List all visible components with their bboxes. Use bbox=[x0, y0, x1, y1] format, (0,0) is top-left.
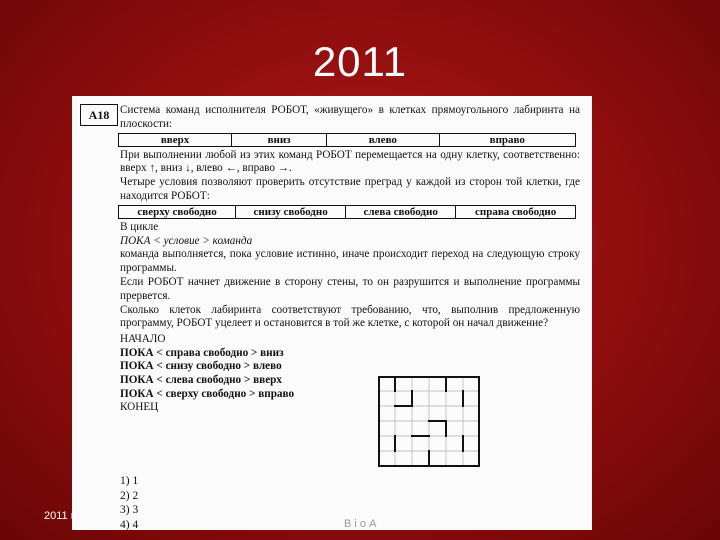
command-cell: влево bbox=[327, 133, 440, 146]
condition-cell: сверху свободно bbox=[119, 205, 236, 218]
loop-syntax: ПОКА < условие > команда bbox=[120, 234, 253, 247]
loop-description: команда выполняется, пока условие истинно, иначе происходит переход на следующую строку программы. bbox=[120, 248, 580, 275]
task-number: A18 bbox=[80, 104, 118, 126]
command-cell: вверх bbox=[119, 133, 232, 146]
task-intro: Система команд исполнителя РОБОТ, «живущего» в клетках прямоугольного лабиринта на плоскости: bbox=[120, 104, 580, 130]
program-line: ПОКА < справа свободно > вниз bbox=[120, 346, 284, 359]
command-cell: вправо bbox=[439, 133, 575, 146]
task-body bbox=[120, 104, 580, 415]
task-scan bbox=[72, 96, 592, 530]
loop-heading: В цикле bbox=[120, 220, 159, 233]
program-line: НАЧАЛО bbox=[120, 333, 166, 346]
faint-footer-text: В і о А bbox=[344, 518, 377, 530]
program-line: ПОКА < слева свободно > вверх bbox=[120, 373, 282, 386]
commands-table bbox=[118, 133, 576, 147]
maze-grid bbox=[378, 376, 480, 468]
program-line: ПОКА < снизу свободно > влево bbox=[120, 360, 282, 373]
answer-option: 1) 1 bbox=[120, 475, 139, 487]
task-document bbox=[80, 104, 580, 530]
conditions-description: Четыре условия позволяют проверить отсутствие преград у каждой из сторон той клетки, где находится РОБОТ: bbox=[120, 176, 580, 202]
question-text: Сколько клеток лабиринта соответствуют требованию, что, выполнив предложенную программу, РОБОТ уцелеет и остановится в той же клетке, с которой он начал движение? bbox=[120, 303, 580, 330]
program-line: ПОКА < сверху свободно > вправо bbox=[120, 387, 295, 400]
program-listing bbox=[120, 333, 580, 415]
slide-title: 2011 bbox=[312, 38, 408, 85]
condition-cell: справа свободно bbox=[456, 205, 576, 218]
answer-option: 3) 3 bbox=[120, 504, 139, 516]
command-cell: вниз bbox=[232, 133, 327, 146]
answer-option: 2) 2 bbox=[120, 489, 139, 502]
answer-options bbox=[120, 474, 138, 530]
footer-date: 2011 г. bbox=[44, 510, 77, 522]
condition-cell: снизу свободно bbox=[236, 205, 346, 218]
wall-rule: Если РОБОТ начнет движение в сторону стены, то он разрушится и выполнение программы прервется. bbox=[120, 275, 580, 302]
program-line: КОНЕЦ bbox=[120, 401, 159, 414]
condition-cell: слева свободно bbox=[346, 205, 456, 218]
move-description: При выполнении любой из этих команд РОБОТ перемещается на одну клетку, соответственно: вверх ↑, вниз ↓, влево ←, вправо →. bbox=[120, 148, 580, 175]
conditions-table bbox=[118, 205, 576, 219]
answer-option: 4) 4 bbox=[120, 518, 139, 530]
